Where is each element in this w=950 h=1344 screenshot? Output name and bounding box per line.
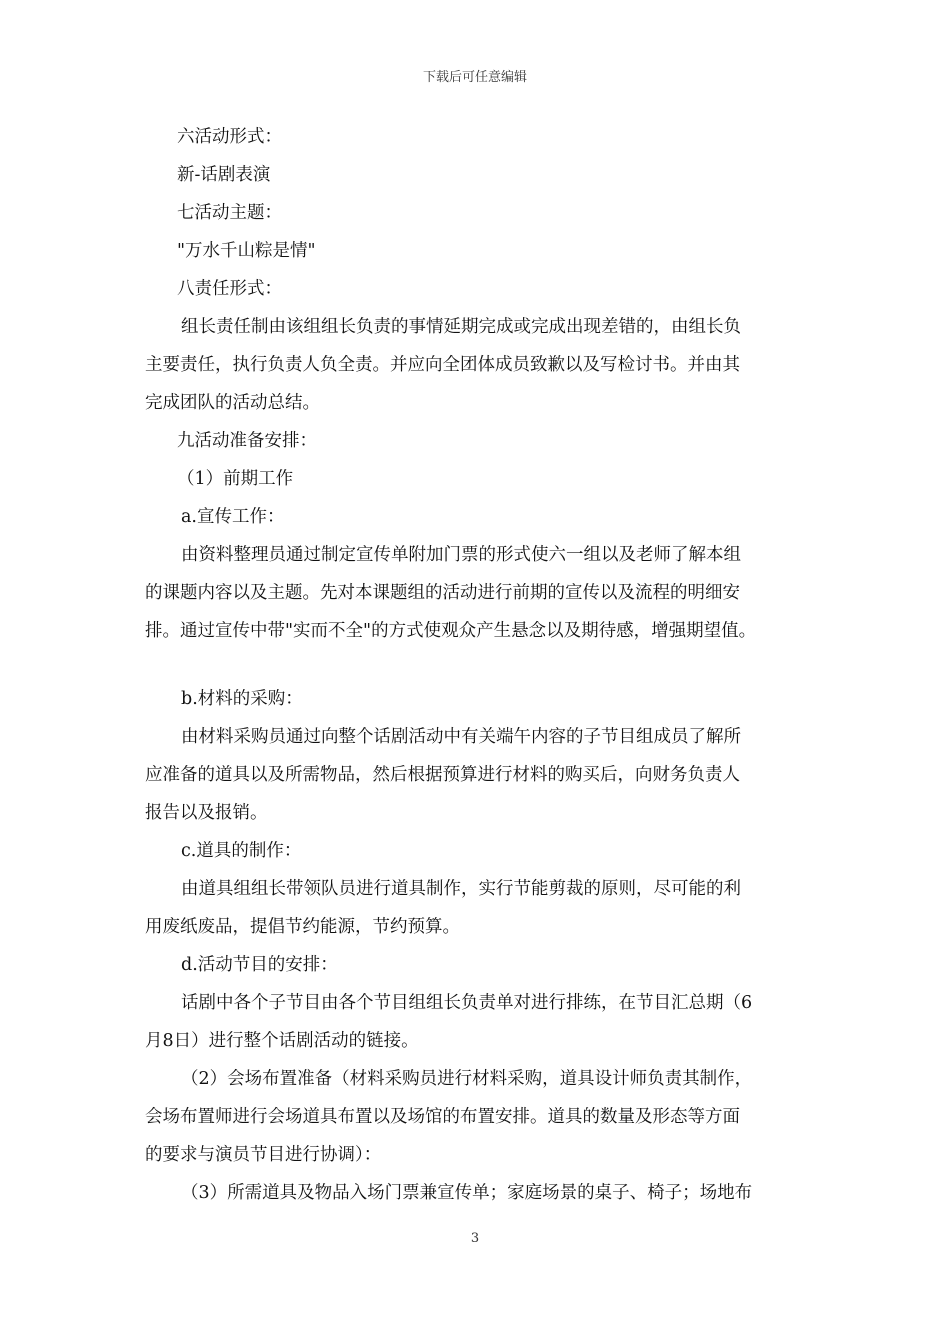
- paragraph-line: 的要求与演员节目进行协调）：: [145, 1145, 382, 1165]
- paragraph-gap: [145, 650, 813, 680]
- paragraph-line: 会场布置师进行会场道具布置以及场馆的布置安排。道具的数量及形态等方面: [145, 1107, 740, 1127]
- subheading-program: d.活动节目的安排：: [181, 955, 338, 975]
- subheading-venue: （2）会场布置准备（材料采购员进行材料采购，道具设计师负责其制作，: [181, 1069, 753, 1089]
- paragraph-line: 由道具组组长带领队员进行道具制作，实行节能剪裁的原则，尽可能的利: [181, 879, 741, 899]
- paragraph-line: 报告以及报销。: [145, 803, 268, 823]
- heading-responsibility-form: 八责任形式：: [177, 279, 282, 299]
- paragraph-line: 话剧中各个子节目由各个节目组组长负责单对进行排练，在节目汇总期（6: [181, 993, 753, 1013]
- paragraph-line: "万水千山粽是情": [177, 241, 316, 261]
- subheading-publicity: a.宣传工作：: [181, 507, 285, 527]
- paragraph-line: 组长责任制由该组组长负责的事情延期完成或完成出现差错的，由组长负: [181, 317, 741, 337]
- paragraph-line: 用废纸废品，提倡节约能源，节约预算。: [145, 917, 460, 937]
- document-body: [145, 118, 813, 1212]
- subheading-props: c.道具的制作：: [181, 841, 302, 861]
- paragraph-line: 由材料采购员通过向整个话剧活动中有关端午内容的子节目组成员了解所: [181, 727, 741, 747]
- paragraph-line: 完成团队的活动总结。: [145, 393, 320, 413]
- heading-activity-theme: 七活动主题：: [177, 203, 282, 223]
- subheading-early-work: （1）前期工作: [177, 469, 294, 489]
- heading-activity-form: 六活动形式：: [177, 127, 282, 147]
- paragraph-line: 月8日）进行整个话剧活动的链接。: [145, 1031, 419, 1051]
- subheading-purchase: b.材料的采购：: [181, 689, 303, 709]
- paragraph-line: 的课题内容以及主题。先对本课题组的活动进行前期的宣传以及流程的明细安: [145, 583, 740, 603]
- heading-preparation: 九活动准备安排：: [177, 431, 317, 451]
- page-header: 下载后可任意编辑: [422, 70, 527, 85]
- paragraph-line: 应准备的道具以及所需物品，然后根据预算进行材料的购买后，向财务负责人: [145, 765, 740, 785]
- paragraph-line: 新-话剧表演: [177, 165, 271, 185]
- paragraph-line: 主要责任，执行负责人负全责。并应向全团体成员致歉以及写检讨书。并由其: [145, 355, 740, 375]
- paragraph-line: 排。通过宣传中带"实而不全"的方式使观众产生悬念以及期待感，增强期望值。: [145, 621, 757, 641]
- page-number: 3: [470, 1231, 480, 1246]
- paragraph-line: 由资料整理员通过制定宣传单附加门票的形式使六一组以及老师了解本组: [181, 545, 741, 565]
- subheading-items: （3）所需道具及物品入场门票兼宣传单；家庭场景的桌子、椅子；场地布: [181, 1183, 753, 1203]
